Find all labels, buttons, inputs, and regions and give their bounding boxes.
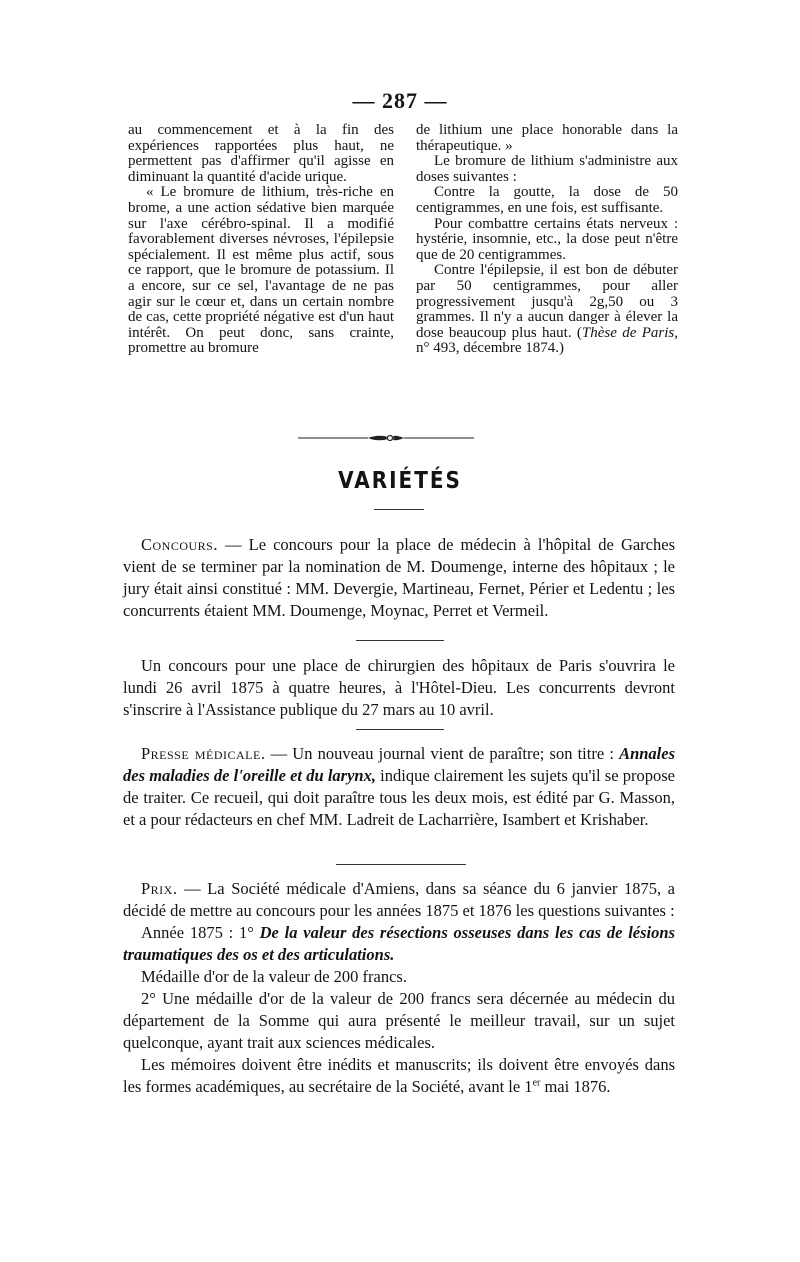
journal-title: Annales des maladies de l'oreille et du larynx, [123, 744, 675, 785]
right-paragraph-2: Le bromure de lithium s'administre aux doses suivantes : [416, 153, 678, 185]
annee-label: Année 1875 : 1° [141, 923, 260, 942]
memoires-superscript: er [532, 1077, 541, 1089]
concours-chirurgien-paragraph [123, 655, 675, 721]
left-paragraph-2: « Le bromure de lithium, très-riche en brome, a une action sédative bien marquée sur l'axe cérébro-spinal. Il a modifié favorablement diverses névroses, l'épilepsie spécialement. Il est même plus actif, sous ce rapport, que le bromure de potassium. Il a encore, sur ce sel, l'avantage de ne pas agir sur le cœur et, dans un certain nombre de cas, cette propriété négative est d'un haut intérêt. On peut donc, sans crainte, promettre au bromure [128, 184, 394, 357]
second-prize-text: 2° Une médaille d'or de la valeur de 200 francs sera décernée au médecin du département de la Somme qui aura présenté le meilleur travail, sur un sujet quelconque, ayant trait aux sciences médicales. [123, 989, 675, 1052]
right-paragraph-4: Pour combattre certains états nerveux : hystérie, insomnie, etc., la dose peut n'être que de 20 centigrammes. [416, 215, 678, 263]
prix-section [123, 878, 675, 1098]
title-underline [374, 509, 424, 510]
right-column [416, 123, 678, 357]
prix-text: — La Société médicale d'Amiens, dans sa séance du 6 janvier 1875, a décidé de mettre au concours pour les années 1875 et 1876 les questions suivantes : [123, 879, 675, 920]
right-p5-text: Contre l'épilepsie, il est bon de débuter par 50 centigrammes, pour aller progressivement jusqu'à 2g,50 ou 3 grammes. Il n'y a aucun danger à élever la dose beaucoup plus haut. ( [416, 262, 678, 341]
presse-text-2: indique clairement les sujets qu'il se propose de traiter. Ce recueil, qui doit paraître tous les deux mois, est édité par G. Masson, et a pour rédacteurs en chef MM. Ladreit de Lacharrière, Isambert et Krishaber. [123, 766, 675, 829]
memoires-text: Les mémoires doivent être inédits et manuscrits; ils doivent être envoyés dans les formes académiques, au secrétaire de la Société, avant le 1 [123, 1055, 675, 1096]
concours-paragraph [123, 534, 675, 622]
right-paragraph-5 [416, 263, 678, 357]
right-paragraph-3: Contre la goutte, la dose de 50 centigrammes, en une fois, est suffisante. [416, 184, 678, 216]
concours-chirurgien-text: Un concours pour une place de chirurgien des hôpitaux de Paris s'ouvrira le lundi 26 avril 1875 à quatre heures, à l'Hôtel-Dieu. Les concurrents devront s'inscrire à l'Assistance publique du 27 mars au 10 avril. [123, 656, 675, 719]
concours-label: Concours. [141, 535, 218, 554]
thesis-citation: Thèse de Paris, [581, 324, 678, 341]
ornament-divider [298, 433, 474, 443]
right-paragraph-1: de lithium une place honorable dans la thérapeutique. » [416, 122, 678, 154]
right-p5-end: n° 493, décembre 1874.) [416, 340, 565, 357]
prix-label: Prix. [141, 879, 178, 898]
presse-paragraph [123, 743, 675, 831]
annee-subject: De la valeur des résections osseuses dans les cas de lésions traumatiques des os et des articulations. [123, 923, 675, 964]
divider-2 [356, 729, 444, 730]
section-title: VARIÉTÉS [338, 466, 462, 494]
page-number: — 287 — [352, 88, 448, 113]
medaille-text: Médaille d'or de la valeur de 200 francs. [141, 967, 407, 986]
memoires-end: mai 1876. [540, 1077, 611, 1096]
divider-3 [336, 864, 466, 865]
left-paragraph-1: au commencement et à la fin des expériences rapportées plus haut, ne permettent pas d'affirmer qu'il agisse en diminuant la quantité d'acide urique. [128, 122, 394, 185]
presse-text-1: — Un nouveau journal vient de paraître; son titre : [265, 744, 620, 763]
divider-1 [356, 640, 444, 641]
concours-text: — Le concours pour la place de médecin à l'hôpital de Garches vient de se terminer par la nomination de M. Doumenge, interne des hôpitaux ; le jury était ainsi constitué : MM. Devergie, Martineau, Fernet, Périer et Ledentu ; les concurrents étaient MM. Doumenge, Moynac, Perret et Vermeil. [123, 535, 675, 620]
presse-label: Presse médicale. [141, 744, 266, 763]
left-column [128, 123, 394, 357]
